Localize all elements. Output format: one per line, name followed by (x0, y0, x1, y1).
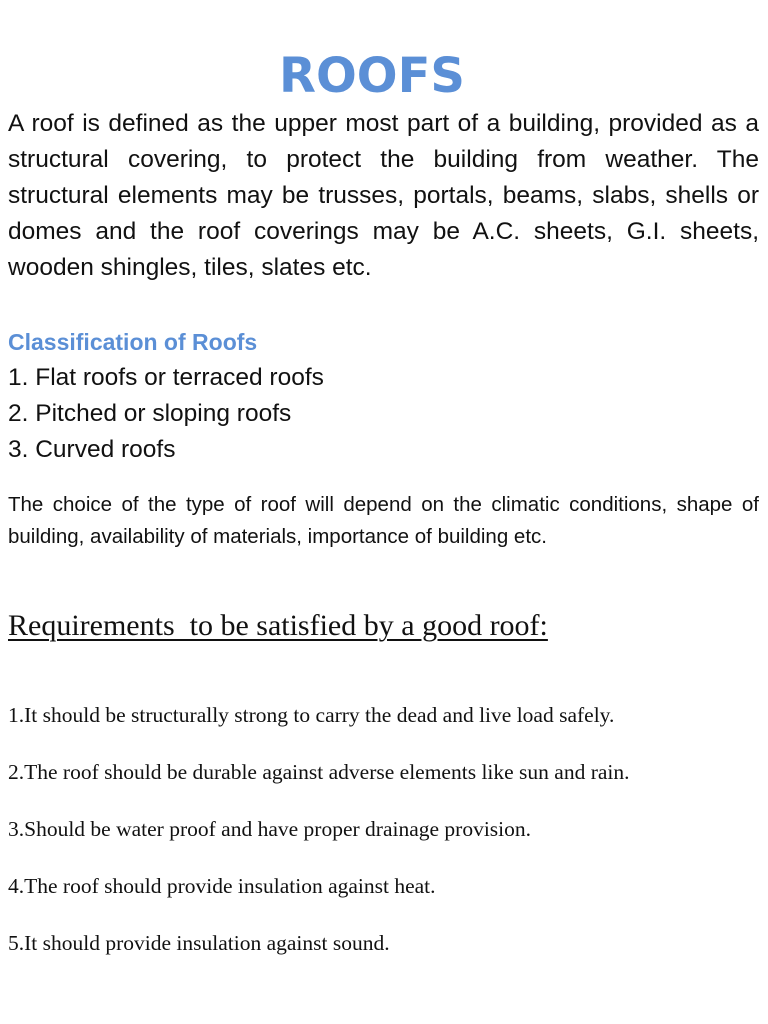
requirements-list (8, 700, 630, 985)
requirement-item-sound-insulation: 5.It should provide insulation against sound. (8, 931, 390, 955)
classification-item-flat: 1. Flat roofs or terraced roofs (8, 364, 324, 391)
choice-paragraph: The choice of the type of roof will depend on the climatic conditions, shape of building, availability of materials, importance of building etc. (8, 493, 759, 548)
intro-paragraph: A roof is defined as the upper most part of a building, provided as a structural covering, to protect the building from weather. The structural elements may be trusses, portals, beams, slabs, shells or domes and the roof coverings may be A.C. sheets, G.I. sheets, wooden shingles, tiles, slates etc. (8, 110, 759, 281)
requirement-item-strength: 1.It should be structurally strong to carry the dead and live load safely. (8, 703, 615, 727)
requirement-item-waterproof: 3.Should be water proof and have proper drainage provision. (8, 817, 532, 841)
requirement-item-durability: 2.The roof should be durable against adverse elements like sun and rain. (8, 760, 630, 784)
requirement-item-heat-insulation: 4.The roof should provide insulation against heat. (8, 874, 436, 898)
page-title: ROOFS (279, 48, 465, 105)
classification-item-pitched: 2. Pitched or sloping roofs (8, 400, 292, 427)
classification-item-curved: 3. Curved roofs (8, 436, 176, 463)
classification-list (8, 360, 324, 468)
classification-heading: Classification of Roofs (8, 329, 258, 355)
requirements-heading: Requirements to be satisfied by a good roof: (8, 609, 548, 642)
